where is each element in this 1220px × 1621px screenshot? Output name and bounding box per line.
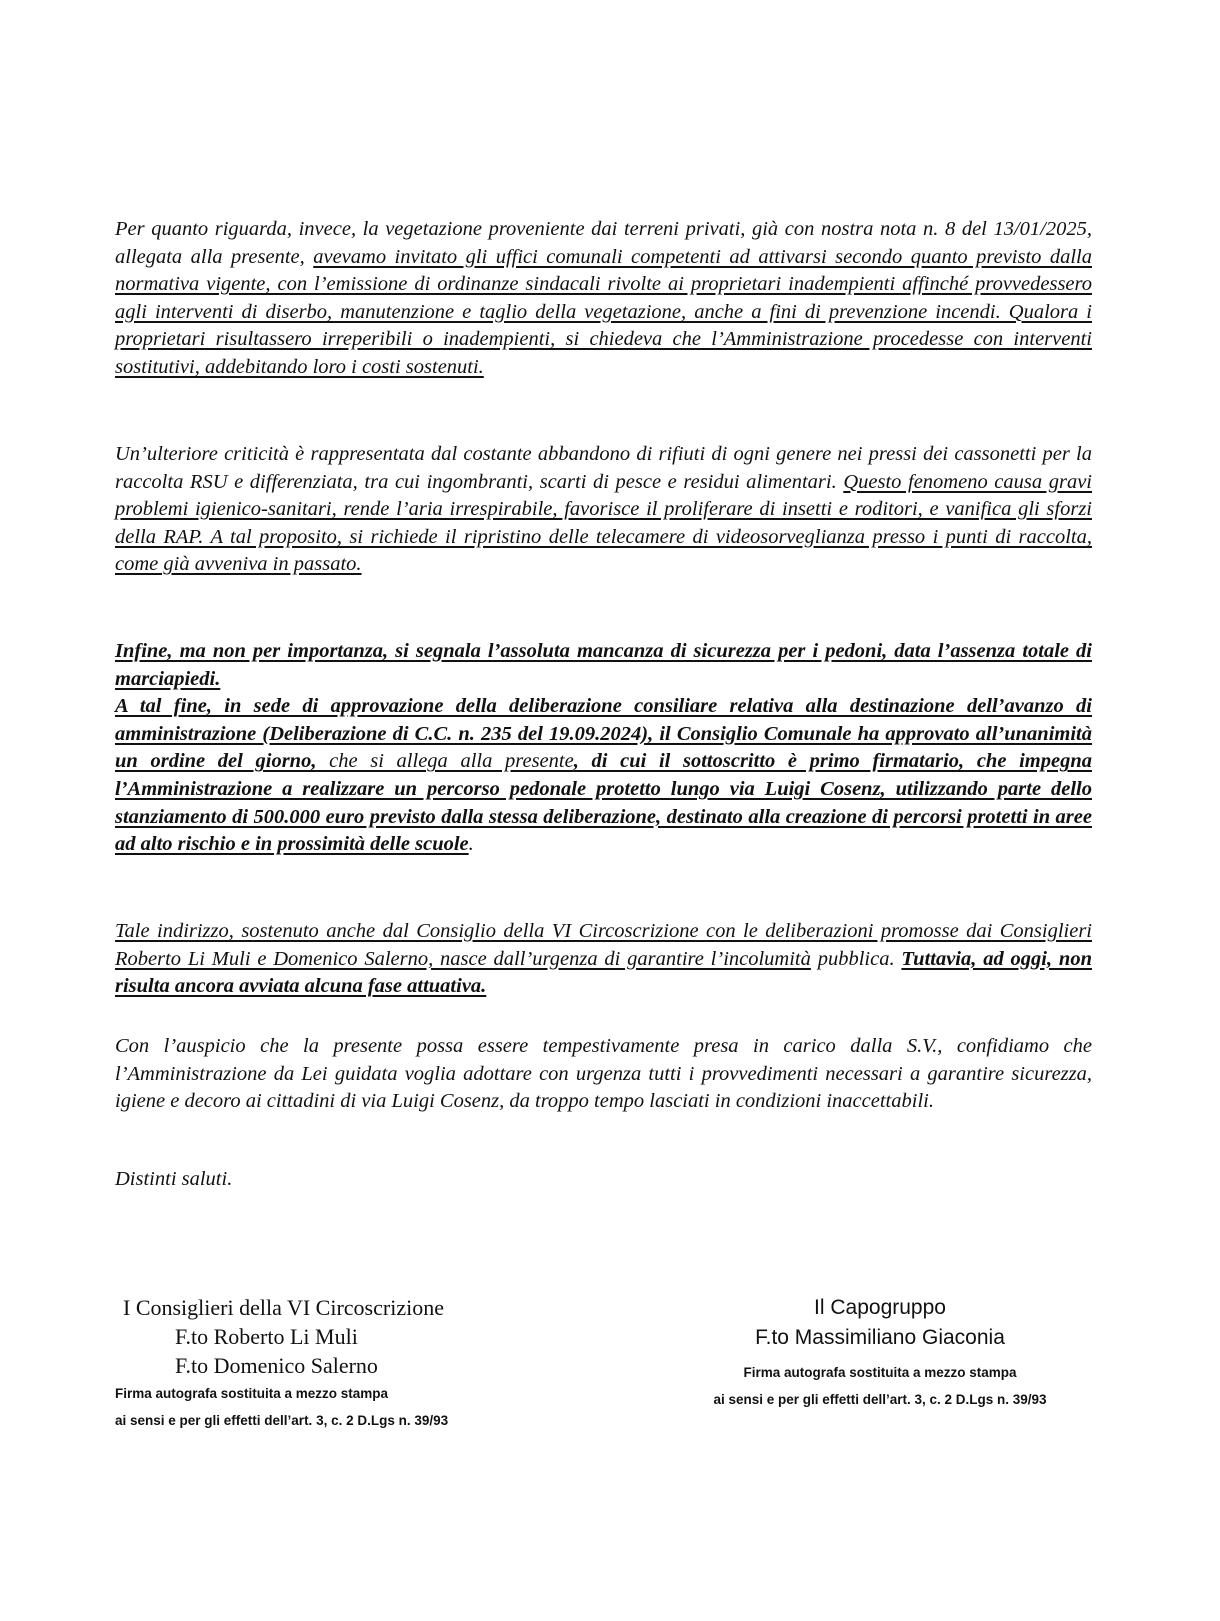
p4-text: pubblica.	[810, 947, 902, 970]
paragraph-circoscrizione-support	[115, 918, 1092, 1001]
p3-bold-intro: Infine, ma non per importanza, si segnala l’assoluta mancanza di sicurezza per i pedoni, data l’assenza totale di marciapiedi.	[115, 640, 1092, 690]
signature-legal-note-line2: ai sensi e per gli effetti dell’art. 3, c. 2 D.Lgs n. 39/93	[713, 1392, 1047, 1407]
signature-block-councillors	[115, 1293, 535, 1434]
p3-deliberation-block	[115, 693, 1092, 859]
signature-legal-note-line1: Firma autografa sostituita a mezzo stampa	[115, 1386, 389, 1401]
p4-underlined-text: Tale indirizzo, sostenuto anche dal Consiglio della VI Circoscrizione con le deliberazioni promosse dai Consiglieri Roberto Li Muli e Domenico Salerno, nasce dall’urgenza di garantire l’incolumità	[115, 920, 1092, 970]
paragraph-private-vegetation	[115, 216, 1092, 382]
p2-text: Un’ulteriore criticità è rappresentata dal costante abbandono di rifiuti di ogni genere nei pressi dei cassonetti per la raccolta RSU e differenziata, tra cui ingombranti, scarti di pesce e residui alimentari.	[115, 443, 1092, 493]
signature-title-group-leader: Il Capogruppo	[814, 1296, 946, 1319]
p3-underlined-text: che si allega alla presente	[316, 750, 574, 773]
p2-underlined-text: Questo fenomeno causa gravi problemi igienico-sanitari, rende l’aria irrespirabile, favorisce il proliferare di insetti e roditori, e vanifica gli sforzi della RAP. A tal proposito, si richiede il ripristino delle telecamere di videosorveglianza presso i punti di raccolta, come già avveniva in passato.	[115, 470, 1093, 576]
paragraph-closing-request: Con l’auspicio che la presente possa essere tempestivamente presa in carico dalla S.V., confidiamo che l’Amministrazione da Lei guidata voglia adottare con urgenza tutti i provvedimenti necessari a garantire sicurezza, igiene e decoro ai cittadini di via Luigi Cosenz, da troppo tempo lasciati in condizioni inaccettabili.	[115, 1035, 1092, 1113]
p3-bold-underlined-continuation: , di cui il sottoscritto è primo firmatario, che impegna l’Amministrazione a realizzare un percorso pedonale protetto lungo via Luigi Cosenz, utilizzando parte dello stanziamento di 500.000 euro previsto dalla stessa deliberazione, destinato alla creazione di percorsi protetti in aree ad alto rischio e in prossimità delle scuole	[115, 750, 1092, 856]
signature-legal-note-line1: Firma autografa sostituita a mezzo stampa	[743, 1365, 1017, 1380]
signature-name-giaconia: F.to Massimiliano Giaconia	[755, 1326, 1005, 1349]
paragraph-waste-abandonment	[115, 441, 1092, 579]
p3-bold-underlined-text: A tal fine, in sede di approvazione della deliberazione consiliare relativa alla destinazione dell’avanzo di amministrazione (Deliberazione di C.C. n. 235 del 19.09.2024), il Consiglio Comunale ha approvato all’unanimità un ordine del giorno,	[115, 695, 1092, 773]
signature-title-councillors: I Consiglieri della VI Circoscrizione	[123, 1295, 444, 1320]
p1-text: Per quanto riguarda, invece, la vegetazione proveniente dai terreni privati, già con nostra nota n. 8 del 13/01/2025, allegata alla presente,	[115, 218, 1092, 268]
signature-legal-note-line2: ai sensi e per gli effetti dell’art. 3, c. 2 D.Lgs n. 39/93	[115, 1413, 449, 1428]
p4-bold-underlined-text: Tuttavia, ad oggi, non risulta ancora avviata alcuna fase attuativa.	[115, 947, 1092, 998]
signature-name-salerno: F.to Domenico Salerno	[175, 1353, 378, 1378]
p3-period: .	[468, 833, 474, 856]
paragraph-pedestrian-safety	[115, 638, 1092, 859]
p1-underlined-text: avevamo invitato gli uffici comunali competenti ad attivarsi secondo quanto previsto dalla normativa vigente, con l’emissione di ordinanze sindacali rivolte ai proprietari inadempienti affinché provvedessero agli interventi di diserbo, manutenzione e taglio della vegetazione, anche a fini di prevenzione incendi. Qualora i proprietari risultassero irreperibili o inadempienti, si chiedeva che l’Amministrazione procedesse con interventi sostitutivi, addebitando loro i costi sostenuti.	[115, 245, 1093, 378]
signature-block-group-leader	[680, 1293, 1080, 1413]
signature-name-li-muli: F.to Roberto Li Muli	[175, 1324, 358, 1349]
closing-salutation: Distinti saluti.	[115, 1168, 233, 1190]
